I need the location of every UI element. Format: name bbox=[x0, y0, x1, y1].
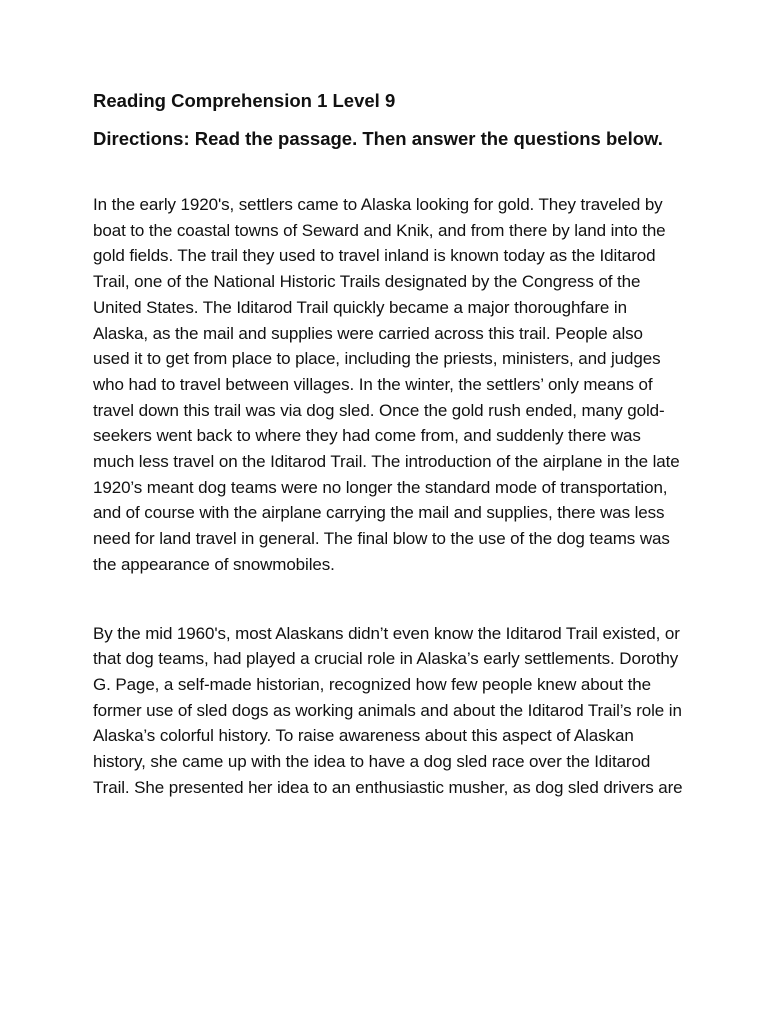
passage-paragraph-1: In the early 1920's, settlers came to Alaska looking for gold. They traveled by boat to the coastal towns of Seward and Knik, and from there by land into the gold fields. The trail they used to travel inland is known today as the Iditarod Trail, one of the National Historic Trails designated by the Congress of the United States. The Iditarod Trail quickly became a major thoroughfare in Alaska, as the mail and supplies were carried across this trail. People also used it to get from place to place, including the priests, ministers, and judges who had to travel between villages. In the winter, the settlers’ only means of travel down this trail was via dog sled. Once the gold rush ended, many gold-seekers went back to where they had come from, and suddenly there was much less travel on the Iditarod Trail. The introduction of the airplane in the late 1920’s meant dog teams were no longer the standard mode of transportation, and of course with the airplane carrying the mail and supplies, there was less need for land travel in general. The final blow to the use of the dog teams was the appearance of snowmobiles. bbox=[93, 195, 680, 574]
passage-paragraph-2: By the mid 1960's, most Alaskans didn’t even know the Iditarod Trail existed, or that dog teams, had played a crucial role in Alaska’s early settlements. Dorothy G. Page, a self-made historian, recognized how few people knew about the former use of sled dogs as working animals and about the Iditarod Trail’s role in Alaska’s colorful history. To raise awareness about this aspect of Alaskan history, she came up with the idea to have a dog sled race over the Iditarod Trail. She presented her idea to an enthusiastic musher, as dog sled drivers are bbox=[93, 623, 683, 797]
directions-heading: Directions: Read the passage. Then answer the questions below. bbox=[93, 128, 663, 149]
document-page bbox=[93, 88, 683, 800]
document-title: Reading Comprehension 1 Level 9 bbox=[93, 90, 396, 111]
